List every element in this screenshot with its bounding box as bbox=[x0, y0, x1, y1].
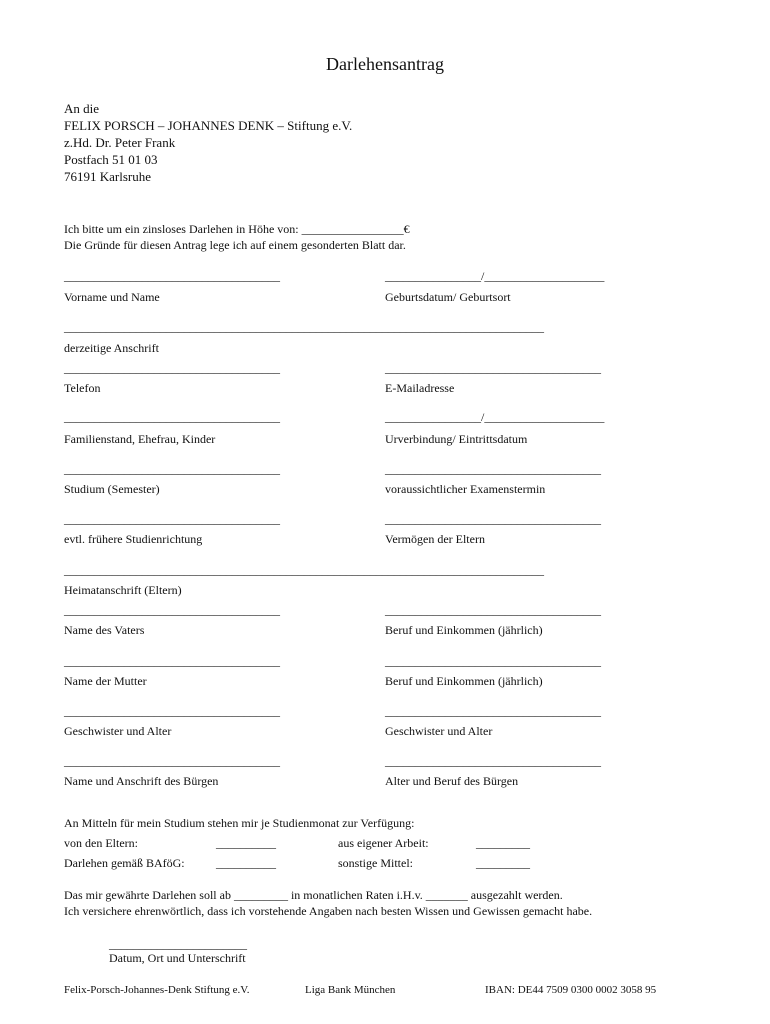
phone-field-blank[interactable]: ____________________________________ bbox=[64, 361, 280, 375]
funds-parents-label: von den Eltern: bbox=[64, 836, 138, 850]
funds-work-blank[interactable]: _________ bbox=[476, 836, 530, 850]
mother-label: Name der Mutter bbox=[64, 674, 147, 688]
name-field-blank[interactable]: ____________________________________ bbox=[64, 269, 280, 283]
home-address-label: Heimatanschrift (Eltern) bbox=[64, 583, 182, 597]
recipient-line: z.Hd. Dr. Peter Frank bbox=[64, 135, 176, 150]
declaration-line: Ich versichere ehrenwörtlich, dass ich vorstehende Angaben nach besten Wissen und Gewissen gemacht habe. bbox=[64, 904, 593, 918]
family-field-blank[interactable]: ____________________________________ bbox=[64, 410, 280, 424]
siblings-left-label: Geschwister und Alter bbox=[64, 724, 172, 738]
fraternity-label: Urverbindung/ Eintrittsdatum bbox=[385, 432, 528, 446]
father-label: Name des Vaters bbox=[64, 623, 145, 637]
funds-parents-blank[interactable]: __________ bbox=[216, 836, 276, 850]
funds-other-label: sonstige Mittel: bbox=[338, 856, 413, 870]
guarantor-field-blank[interactable]: ____________________________________ bbox=[64, 754, 280, 768]
footer-org: Felix-Porsch-Johannes-Denk Stiftung e.V. bbox=[64, 984, 250, 996]
address-label: derzeitige Anschrift bbox=[64, 341, 159, 355]
footer-bank: Liga Bank München bbox=[305, 984, 396, 996]
father-job-label: Beruf und Einkommen (jährlich) bbox=[385, 623, 543, 637]
reasons-line: Die Gründe für diesen Antrag lege ich auf einem gesonderten Blatt dar. bbox=[64, 238, 406, 252]
name-label: Vorname und Name bbox=[64, 290, 160, 304]
mother-job-label: Beruf und Einkommen (jährlich) bbox=[385, 674, 543, 688]
study-label: Studium (Semester) bbox=[64, 482, 160, 496]
signature-blank[interactable]: _______________________ bbox=[109, 937, 247, 951]
loan-amount-line[interactable]: Ich bitte um ein zinsloses Darlehen in Höhe von: _________________€ bbox=[64, 222, 410, 236]
page-title: Darlehensantrag bbox=[326, 54, 444, 74]
funds-heading: An Mitteln für mein Studium stehen mir je Studienmonat zur Verfügung: bbox=[64, 816, 415, 830]
funds-other-blank[interactable]: _________ bbox=[476, 856, 530, 870]
recipient-line: Postfach 51 01 03 bbox=[64, 152, 158, 167]
mother-field-blank[interactable]: ____________________________________ bbox=[64, 654, 280, 668]
father-job-field-blank[interactable]: ____________________________________ bbox=[385, 603, 601, 617]
family-label: Familienstand, Ehefrau, Kinder bbox=[64, 432, 216, 446]
siblings-right-label: Geschwister und Alter bbox=[385, 724, 493, 738]
recipient-line: FELIX PORSCH – JOHANNES DENK – Stiftung e.V. bbox=[64, 118, 353, 133]
email-label: E-Mailadresse bbox=[385, 381, 455, 395]
father-field-blank[interactable]: ____________________________________ bbox=[64, 603, 280, 617]
parents-assets-label: Vermögen der Eltern bbox=[385, 532, 485, 546]
address-field-blank[interactable]: ________________________________________________________________________________ bbox=[64, 320, 544, 334]
parents-assets-field-blank[interactable]: ____________________________________ bbox=[385, 512, 601, 526]
mother-job-field-blank[interactable]: ____________________________________ bbox=[385, 654, 601, 668]
birth-field-blank[interactable]: ________________/____________________ bbox=[385, 269, 605, 283]
funds-bafoeg-blank[interactable]: __________ bbox=[216, 856, 276, 870]
siblings-right-field-blank[interactable]: ____________________________________ bbox=[385, 704, 601, 718]
study-field-blank[interactable]: ____________________________________ bbox=[64, 462, 280, 476]
funds-work-label: aus eigener Arbeit: bbox=[338, 836, 429, 850]
guarantor-label: Name und Anschrift des Bürgen bbox=[64, 774, 219, 788]
fraternity-field-blank[interactable]: ________________/____________________ bbox=[385, 410, 605, 424]
exam-label: voraussichtlicher Examenstermin bbox=[385, 482, 546, 496]
payout-line[interactable]: Das mir gewährte Darlehen soll ab _________ in monatlichen Raten i.H.v. _______ ausgezahlt werden. bbox=[64, 888, 563, 902]
former-study-label: evtl. frühere Studienrichtung bbox=[64, 532, 203, 546]
email-field-blank[interactable]: ____________________________________ bbox=[385, 361, 601, 375]
guarantor-job-field-blank[interactable]: ____________________________________ bbox=[385, 754, 601, 768]
footer-iban: IBAN: DE44 7509 0300 0002 3058 95 bbox=[485, 984, 657, 996]
recipient-line: An die bbox=[64, 101, 100, 116]
signature-label: Datum, Ort und Unterschrift bbox=[109, 951, 246, 965]
former-study-field-blank[interactable]: ____________________________________ bbox=[64, 512, 280, 526]
siblings-left-field-blank[interactable]: ____________________________________ bbox=[64, 704, 280, 718]
guarantor-job-label: Alter und Beruf des Bürgen bbox=[385, 774, 519, 788]
home-address-field-blank[interactable]: ________________________________________________________________________________ bbox=[64, 563, 544, 577]
birth-label: Geburtsdatum/ Geburtsort bbox=[385, 290, 511, 304]
funds-bafoeg-label: Darlehen gemäß BAföG: bbox=[64, 856, 185, 870]
recipient-address bbox=[64, 100, 352, 185]
phone-label: Telefon bbox=[64, 381, 101, 395]
recipient-line: 76191 Karlsruhe bbox=[64, 169, 152, 184]
exam-field-blank[interactable]: ____________________________________ bbox=[385, 462, 601, 476]
